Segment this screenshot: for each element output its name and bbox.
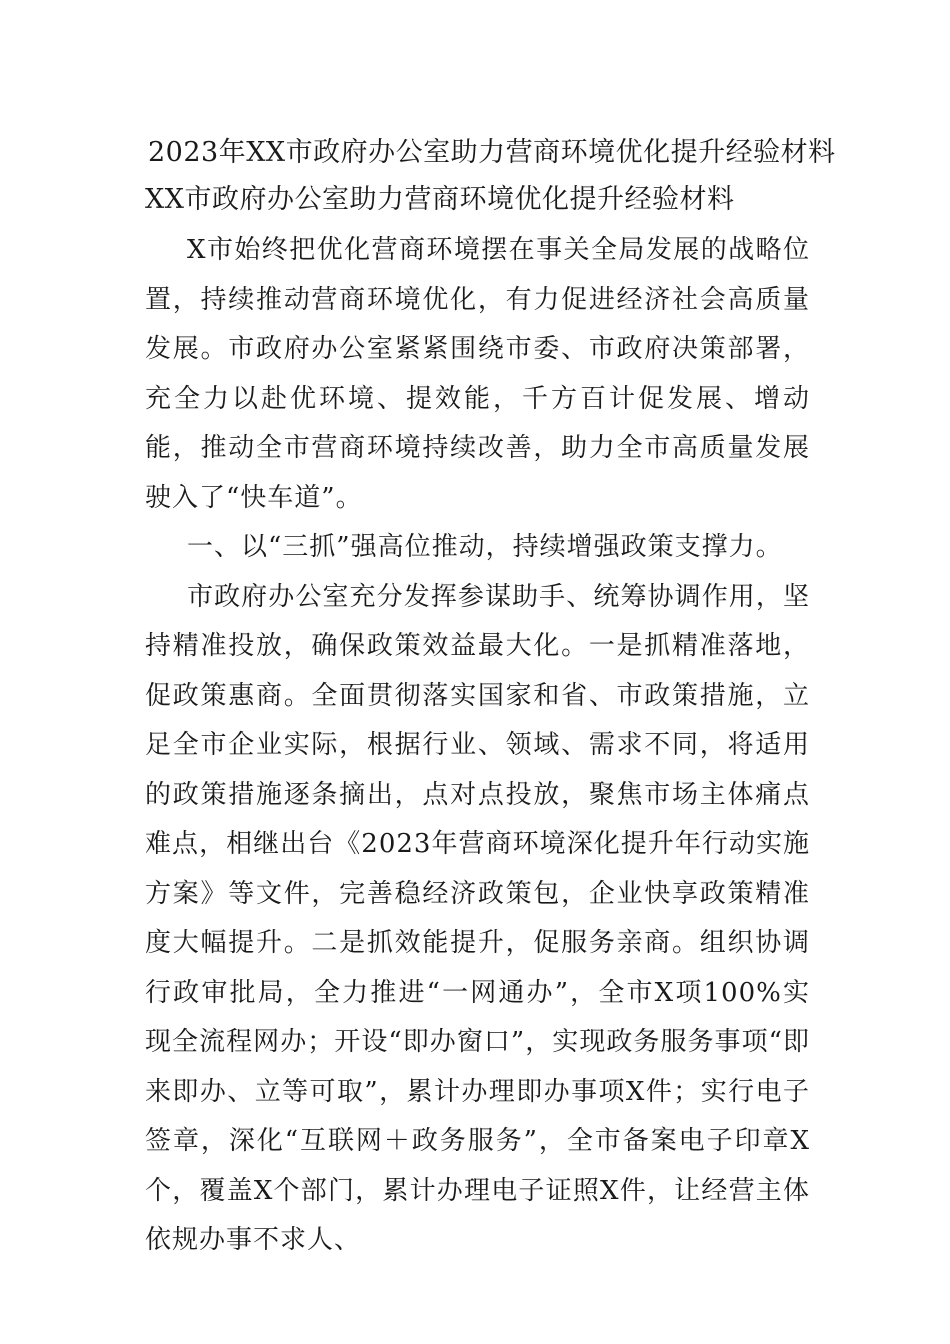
document-body	[145, 226, 810, 1266]
paragraph-intro: X市始终把优化营商环境摆在事关全局发展的战略位置，持续推动营商环境优化，有力促进经济社会高质量发展。市政府办公室紧紧围绕市委、市政府决策部署，充全力以赴优环境、提效能，千方百计促发展、增动能，推动全市营商环境持续改善，助力全市高质量发展驶入了“快车道”。	[145, 235, 810, 513]
document-subtitle: XX市政府办公室助力营商环境优化提升经验材料	[145, 184, 735, 215]
section-heading-1: 一、以“三抓”强高位推动，持续增强政策支撑力。	[187, 532, 783, 562]
paragraph-section-1: 市政府办公室充分发挥参谋助手、统筹协调作用，坚持精准投放，确保政策效益最大化。一是抓精准落地，促政策惠商。全面贯彻落实国家和省、市政策措施，立足全市企业实际，根据行业、领域、需求不同，将适用的政策措施逐条摘出，点对点投放，聚焦市场主体痛点难点，相继出台《2023年营商环境深化提升年行动实施方案》等文件，完善稳经济政策包，企业快享政策精准度大幅提升。二是抓效能提升，促服务亲商。组织协调行政审批局，全力推进“一网通办”，全市X项100%实现全流程网办；开设“即办窗口”，实现政务服务事项“即来即办、立等可取”，累计办理即办事项X件；实行电子签章，深化“互联网＋政务服务”，全市备案电子印章X个，覆盖X个部门，累计办理电子证照X件，让经营主体依规办事不求人、	[145, 581, 810, 1255]
document-title: 2023年XX市政府办公室助力营商环境优化提升经验材料	[148, 137, 836, 168]
